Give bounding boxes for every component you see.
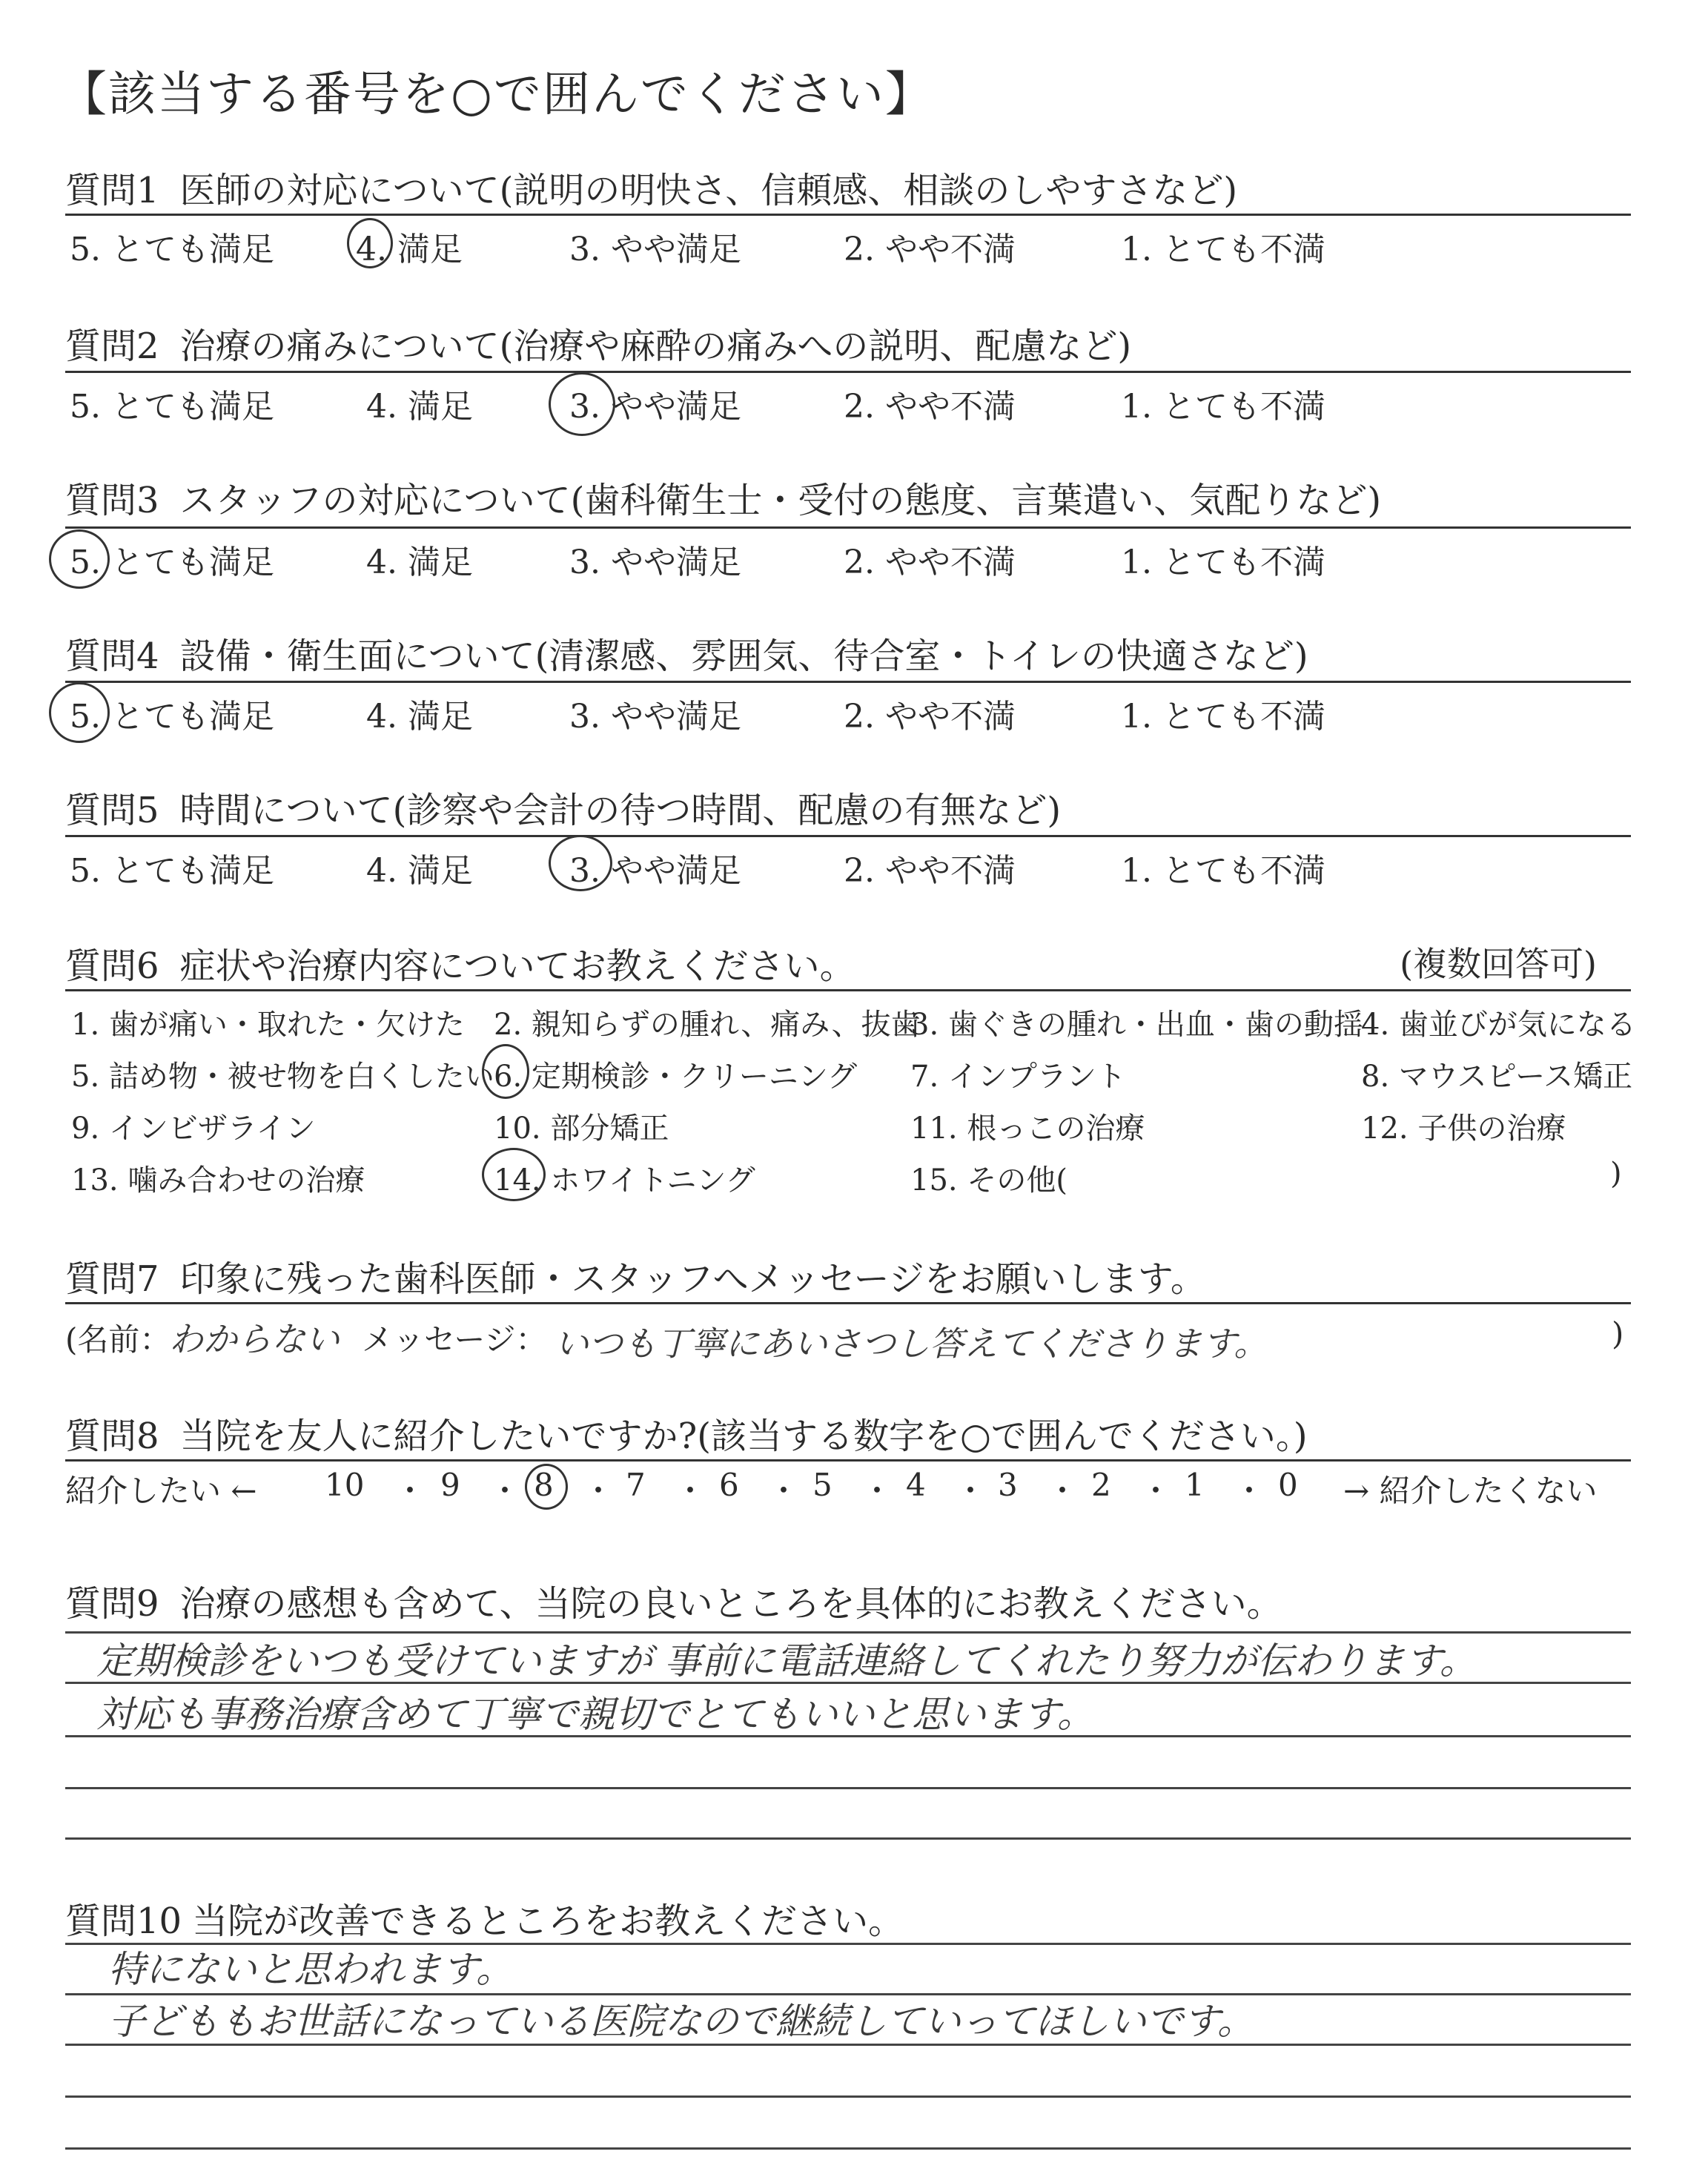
scale-4[interactable]: 4 — [906, 1467, 926, 1503]
option-5[interactable]: 5. とても満足 — [70, 698, 274, 736]
option-1[interactable]: 1. とても不満 — [1121, 388, 1325, 426]
scale-right-label: → 紹介したくない — [1343, 1473, 1598, 1509]
question-text: 当院が改善できるところをお教えください。 — [192, 1900, 904, 1942]
option-3[interactable]: 3. やや満足 — [569, 852, 741, 890]
answer-text[interactable]: 定期検診をいつも受けていますが 事前に電話連絡してくれたり努力が伝わります。 — [96, 1639, 1477, 1682]
divider — [65, 835, 1631, 837]
scale-6[interactable]: 6 — [719, 1467, 739, 1503]
question-number: 質問6 — [65, 945, 159, 987]
selected-circle — [49, 529, 110, 589]
message-label: メッセージ： — [362, 1321, 547, 1358]
options-row-3 — [65, 535, 1631, 580]
answer-text[interactable]: 対応も事務治療含めて丁寧で親切でとてもいいと思います。 — [96, 1693, 1094, 1736]
answer-line — [65, 1682, 1631, 1684]
treatment-option[interactable]: 4. 歯並びが気になる — [1361, 1008, 1636, 1042]
question-text: 設備・衛生面について(清潔感、雰囲気、待合室・トイレの快適さなど) — [179, 635, 1308, 677]
scale-2[interactable]: 2 — [1091, 1467, 1111, 1503]
treatment-option[interactable]: 9. インビザライン — [71, 1112, 316, 1146]
question-number: 質問4 — [65, 635, 159, 677]
treatment-option-close: ) — [1610, 1157, 1622, 1191]
answer-line — [65, 1735, 1631, 1737]
option-5[interactable]: 5. とても満足 — [70, 544, 274, 581]
option-3[interactable]: 3. やや満足 — [569, 388, 741, 426]
option-4[interactable]: 4. 満足 — [356, 231, 463, 268]
option-4[interactable]: 4. 満足 — [366, 698, 473, 736]
scale-1[interactable]: 1 — [1185, 1467, 1205, 1503]
treatment-option[interactable]: 11. 根っこの治療 — [910, 1112, 1145, 1146]
question-number: 質問9 — [65, 1583, 159, 1625]
treatment-option[interactable]: 2. 親知らずの腫れ、痛み、抜歯 — [494, 1008, 921, 1042]
question-number: 質問10 — [65, 1900, 182, 1942]
option-3[interactable]: 3. やや満足 — [569, 698, 741, 736]
message-row — [65, 1309, 1631, 1364]
question-number: 質問3 — [65, 480, 159, 521]
divider — [65, 214, 1631, 216]
divider — [65, 989, 1631, 991]
question-4 — [65, 627, 1308, 678]
scale-9[interactable]: 9 — [440, 1467, 460, 1503]
option-1[interactable]: 1. とても不満 — [1121, 231, 1325, 268]
treatment-option[interactable]: 15. その他( — [910, 1163, 1068, 1198]
selected-circle — [482, 1148, 546, 1201]
selected-circle — [549, 372, 615, 436]
treatment-option[interactable]: 6. 定期検診・クリーニング — [494, 1060, 858, 1094]
scale-dot: ・ — [489, 1473, 521, 1509]
treatment-option[interactable]: 13. 噛み合わせの治療 — [71, 1163, 365, 1198]
question-number: 質問1 — [65, 170, 159, 211]
question-number: 質問2 — [65, 326, 159, 367]
options-row-2 — [65, 380, 1631, 424]
question-2 — [65, 317, 1131, 369]
scale-left-label: 紹介したい ← — [65, 1473, 257, 1509]
message-field[interactable]: いつも丁寧にあいさつし答えてくださります。 — [555, 1324, 1268, 1364]
divider — [65, 371, 1631, 373]
options-row-4 — [65, 690, 1631, 734]
question-text: 印象に残った歯科医師・スタッフへメッセージをお願いします。 — [179, 1258, 1206, 1300]
treatment-option[interactable]: 7. インプラント — [910, 1060, 1126, 1094]
treatment-option[interactable]: 3. 歯ぐきの腫れ・出血・歯の動揺 — [910, 1008, 1363, 1042]
name-field[interactable]: わからない — [169, 1319, 340, 1359]
question-number: 質問8 — [65, 1416, 159, 1457]
question-text: 症状や治療内容についてお教えください。 — [179, 945, 855, 987]
question-6 — [65, 937, 855, 988]
question-7 — [65, 1250, 1206, 1301]
treatment-option[interactable]: 5. 詰め物・被せ物を白くしたい — [71, 1060, 494, 1094]
question-5 — [65, 782, 1061, 833]
option-5[interactable]: 5. とても満足 — [70, 852, 274, 890]
option-4[interactable]: 4. 満足 — [366, 852, 473, 890]
answer-text[interactable]: 特にないと思われます。 — [108, 1948, 513, 1991]
treatment-option[interactable]: 1. 歯が痛い・取れた・欠けた — [71, 1008, 465, 1042]
scale-dot: ・ — [1047, 1473, 1079, 1509]
option-1[interactable]: 1. とても不満 — [1121, 698, 1325, 736]
page-title: 【該当する番号を○で囲んでください】 — [59, 67, 934, 122]
divider — [65, 526, 1631, 529]
scale-dot: ・ — [955, 1473, 987, 1509]
option-2[interactable]: 2. やや不満 — [844, 852, 1016, 890]
scale-3[interactable]: 3 — [998, 1467, 1018, 1503]
question-text: スタッフの対応について(歯科衛生士・受付の態度、言葉遣い、気配りなど) — [179, 480, 1382, 521]
answer-line — [65, 1787, 1631, 1789]
question-10 — [65, 1892, 904, 1943]
answer-line — [65, 2044, 1631, 2046]
scale-8[interactable]: 8 — [534, 1467, 554, 1503]
option-2[interactable]: 2. やや不満 — [844, 544, 1016, 581]
scale-dot: ・ — [768, 1473, 800, 1509]
option-1[interactable]: 1. とても不満 — [1121, 852, 1325, 890]
option-2[interactable]: 2. やや不満 — [844, 388, 1016, 426]
divider — [65, 681, 1631, 683]
option-2[interactable]: 2. やや不満 — [844, 231, 1016, 268]
option-5[interactable]: 5. とても満足 — [70, 231, 274, 268]
selected-circle — [482, 1044, 529, 1099]
question-text: 当院を友人に紹介したいですか?(該当する数字を○で囲んでください。) — [179, 1416, 1308, 1457]
scale-0[interactable]: 0 — [1278, 1467, 1298, 1503]
selected-circle — [49, 682, 110, 743]
question-number: 質問5 — [65, 790, 159, 831]
scale-dot: ・ — [394, 1473, 426, 1509]
selected-circle — [347, 218, 393, 268]
selected-circle — [549, 835, 612, 891]
question-text: 時間について(診察や会計の待つ時間、配慮の有無など) — [179, 790, 1062, 831]
scale-5[interactable]: 5 — [812, 1467, 833, 1503]
option-3[interactable]: 3. やや満足 — [569, 231, 741, 268]
option-4[interactable]: 4. 満足 — [366, 544, 473, 581]
question-text: 医師の対応について(説明の明快さ、信頼感、相談のしやすさなど) — [179, 170, 1238, 211]
treatment-option[interactable]: 10. 部分矯正 — [494, 1112, 669, 1146]
divider — [65, 1302, 1631, 1304]
scale-dot: ・ — [583, 1473, 615, 1509]
answer-line — [65, 1837, 1631, 1840]
message-close: ) — [1612, 1315, 1624, 1352]
selected-circle — [525, 1464, 568, 1510]
question-1 — [65, 162, 1237, 213]
treatment-option[interactable]: 14. ホワイトニング — [494, 1163, 755, 1198]
treatment-option[interactable]: 8. マウスピース矯正 — [1361, 1060, 1633, 1094]
answer-line — [65, 2147, 1631, 2150]
options-row-1 — [65, 222, 1631, 267]
scale-dot: ・ — [675, 1473, 706, 1509]
option-1[interactable]: 1. とても不満 — [1121, 544, 1325, 581]
answer-text[interactable]: 子どももお世話になっている医院なので継続していってほしいです。 — [108, 2000, 1254, 2043]
option-2[interactable]: 2. やや不満 — [844, 698, 1016, 736]
scale-10[interactable]: 10 — [325, 1467, 365, 1503]
question-number: 質問7 — [65, 1258, 159, 1300]
divider — [65, 1459, 1631, 1462]
question-9 — [65, 1575, 1282, 1626]
answer-line — [65, 2095, 1631, 2098]
option-4[interactable]: 4. 満足 — [366, 388, 473, 426]
question-8 — [65, 1407, 1308, 1459]
option-3[interactable]: 3. やや満足 — [569, 544, 741, 581]
question-text: 治療の感想も含めて、当院の良いところを具体的にお教えください。 — [179, 1583, 1282, 1625]
scale-7[interactable]: 7 — [626, 1467, 646, 1503]
multiple-answers-note: (複数回答可) — [1400, 944, 1597, 984]
treatment-option[interactable]: 12. 子供の治療 — [1361, 1112, 1566, 1146]
scale-dot: ・ — [1140, 1473, 1172, 1509]
question-text: 治療の痛みについて(治療や麻酔の痛みへの説明、配慮など) — [179, 326, 1132, 367]
name-label: (名前： — [65, 1321, 171, 1358]
scale-dot: ・ — [861, 1473, 893, 1509]
options-row-5 — [65, 844, 1631, 888]
scale-dot: ・ — [1234, 1473, 1265, 1509]
question-3 — [65, 472, 1381, 523]
option-5[interactable]: 5. とても満足 — [70, 388, 274, 426]
